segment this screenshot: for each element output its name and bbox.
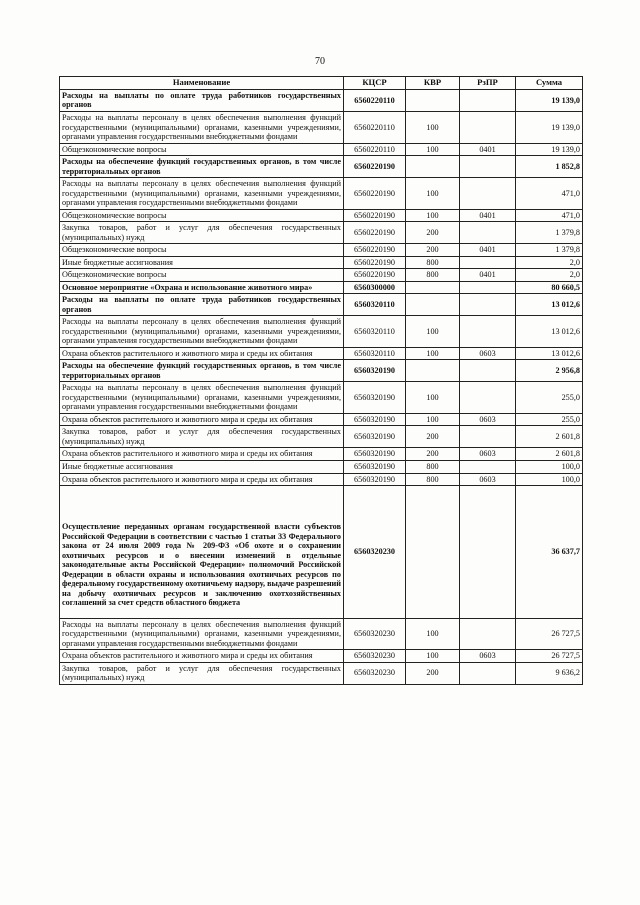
header-name: Наименование xyxy=(60,77,344,90)
cell-name: Расходы на обеспечение функций государственных органов, в том числе территориальных органов xyxy=(60,156,344,178)
cell-kvr: 200 xyxy=(406,244,460,257)
cell-kvr xyxy=(406,486,460,619)
cell-rzpr xyxy=(460,618,516,650)
cell-name: Охрана объектов растительного и животного мира и среды их обитания xyxy=(60,413,344,426)
cell-rzpr xyxy=(460,460,516,473)
cell-rzpr: 0603 xyxy=(460,347,516,360)
cell-rzpr: 0401 xyxy=(460,209,516,222)
cell-name: Охрана объектов растительного и животного мира и среды их обитания xyxy=(60,473,344,486)
budget-table xyxy=(59,76,583,685)
cell-kvr: 100 xyxy=(406,143,460,156)
cell-code: 6560320190 xyxy=(344,460,406,473)
cell-name: Расходы на выплаты персоналу в целях обеспечения выполнения функций государственными (муниципальными) органами, казенными учреждениями, органами управления государственными внебюджетными фондами xyxy=(60,112,344,144)
cell-sum: 255,0 xyxy=(516,413,583,426)
table-row xyxy=(60,426,583,448)
cell-rzpr xyxy=(460,222,516,244)
cell-sum: 1 379,8 xyxy=(516,244,583,257)
cell-kvr: 100 xyxy=(406,413,460,426)
cell-kvr xyxy=(406,294,460,316)
cell-code: 6560320190 xyxy=(344,382,406,414)
cell-name: Общеэкономические вопросы xyxy=(60,143,344,156)
table-row xyxy=(60,316,583,348)
cell-kvr: 100 xyxy=(406,178,460,210)
cell-code: 6560220110 xyxy=(344,112,406,144)
cell-code: 6560320230 xyxy=(344,662,406,684)
cell-rzpr: 0401 xyxy=(460,244,516,257)
table-header-row xyxy=(60,77,583,90)
cell-name: Расходы на выплаты персоналу в целях обеспечения выполнения функций государственными (муниципальными) органами, казенными учреждениями, органами управления государственными внебюджетными фондами xyxy=(60,382,344,414)
cell-code: 6560320230 xyxy=(344,486,406,619)
cell-sum: 471,0 xyxy=(516,178,583,210)
cell-kvr: 200 xyxy=(406,426,460,448)
table-row xyxy=(60,618,583,650)
cell-kvr: 100 xyxy=(406,316,460,348)
cell-code: 6560320110 xyxy=(344,294,406,316)
cell-rzpr xyxy=(460,89,516,111)
cell-code: 6560220190 xyxy=(344,256,406,269)
table-row xyxy=(60,244,583,257)
cell-kvr xyxy=(406,360,460,382)
table-body xyxy=(60,89,583,684)
table-row xyxy=(60,382,583,414)
table-row xyxy=(60,294,583,316)
cell-rzpr: 0603 xyxy=(460,473,516,486)
page-number: 70 xyxy=(315,56,325,67)
cell-sum: 13 012,6 xyxy=(516,316,583,348)
cell-name: Закупка товаров, работ и услуг для обеспечения государственных (муниципальных) нужд xyxy=(60,222,344,244)
cell-code: 6560220190 xyxy=(344,222,406,244)
cell-code: 6560300000 xyxy=(344,281,406,294)
cell-sum: 19 139,0 xyxy=(516,112,583,144)
table-row xyxy=(60,143,583,156)
header-rzpr: РзПР xyxy=(460,77,516,90)
cell-code: 6560220190 xyxy=(344,156,406,178)
cell-sum: 255,0 xyxy=(516,382,583,414)
cell-rzpr: 0401 xyxy=(460,143,516,156)
table-row xyxy=(60,156,583,178)
cell-sum: 1 852,8 xyxy=(516,156,583,178)
cell-name: Расходы на выплаты персоналу в целях обеспечения выполнения функций государственными (муниципальными) органами, казенными учреждениями, органами управления государственными внебюджетными фондами xyxy=(60,618,344,650)
cell-rzpr xyxy=(460,294,516,316)
cell-rzpr xyxy=(460,486,516,619)
cell-rzpr xyxy=(460,316,516,348)
cell-name: Общеэкономические вопросы xyxy=(60,269,344,282)
cell-code: 6560320110 xyxy=(344,347,406,360)
cell-kvr: 200 xyxy=(406,662,460,684)
cell-code: 6560320190 xyxy=(344,426,406,448)
cell-name: Расходы на обеспечение функций государственных органов, в том числе территориальных органов xyxy=(60,360,344,382)
cell-kvr: 200 xyxy=(406,222,460,244)
cell-code: 6560220190 xyxy=(344,244,406,257)
cell-sum: 100,0 xyxy=(516,460,583,473)
cell-rzpr: 0603 xyxy=(460,448,516,461)
table-row xyxy=(60,448,583,461)
cell-code: 6560320190 xyxy=(344,360,406,382)
table-row xyxy=(60,112,583,144)
cell-kvr: 800 xyxy=(406,473,460,486)
cell-sum: 36 637,7 xyxy=(516,486,583,619)
header-kcsr: КЦСР xyxy=(344,77,406,90)
cell-sum: 2 601,8 xyxy=(516,448,583,461)
table-row xyxy=(60,281,583,294)
cell-name: Иные бюджетные ассигнования xyxy=(60,460,344,473)
cell-kvr xyxy=(406,89,460,111)
cell-kvr: 100 xyxy=(406,347,460,360)
cell-sum: 2,0 xyxy=(516,256,583,269)
table-row xyxy=(60,473,583,486)
cell-code: 6560320230 xyxy=(344,618,406,650)
cell-rzpr: 0401 xyxy=(460,269,516,282)
cell-rzpr xyxy=(460,382,516,414)
cell-rzpr xyxy=(460,360,516,382)
table-row xyxy=(60,460,583,473)
header-kvr: КВР xyxy=(406,77,460,90)
table-row xyxy=(60,360,583,382)
cell-sum: 13 012,6 xyxy=(516,347,583,360)
cell-kvr: 800 xyxy=(406,460,460,473)
cell-kvr: 800 xyxy=(406,256,460,269)
cell-name: Расходы на выплаты по оплате труда работников государственных органов xyxy=(60,89,344,111)
table-row xyxy=(60,222,583,244)
cell-sum: 2 601,8 xyxy=(516,426,583,448)
cell-rzpr xyxy=(460,256,516,269)
cell-sum: 13 012,6 xyxy=(516,294,583,316)
cell-name: Закупка товаров, работ и услуг для обеспечения государственных (муниципальных) нужд xyxy=(60,662,344,684)
cell-code: 6560320190 xyxy=(344,448,406,461)
cell-name: Основное мероприятие «Охрана и использование животного мира» xyxy=(60,281,344,294)
cell-kvr: 100 xyxy=(406,209,460,222)
cell-sum: 19 139,0 xyxy=(516,143,583,156)
cell-sum: 1 379,8 xyxy=(516,222,583,244)
cell-code: 6560320190 xyxy=(344,473,406,486)
cell-name: Осуществление переданных органам государственной власти субъектов Российской Федерации в соответствии с частью 1 статьи 33 Федерального закона от 24 июля 2009 года № 209-ФЗ «Об охоте и о сохранении охотничьих ресурсов и о внесении изменений в отдельные законодательные акты Российской Федерации» полномочий Российской Федерации в области охраны и использования охотничьих ресурсов по федеральному государственному охотничьему надзору, выдаче разрешений на добычу охотничьих ресурсов и заключению охотхозяйственных соглашений за счет средств областного бюджета xyxy=(60,486,344,619)
cell-kvr: 100 xyxy=(406,112,460,144)
table-row xyxy=(60,89,583,111)
cell-name: Расходы на выплаты персоналу в целях обеспечения выполнения функций государственными (муниципальными) органами, казенными учреждениями, органами управления государственными внебюджетными фондами xyxy=(60,316,344,348)
cell-sum: 100,0 xyxy=(516,473,583,486)
table-row xyxy=(60,256,583,269)
cell-sum: 2 956,8 xyxy=(516,360,583,382)
cell-name: Общеэкономические вопросы xyxy=(60,244,344,257)
cell-sum: 26 727,5 xyxy=(516,618,583,650)
cell-sum: 9 636,2 xyxy=(516,662,583,684)
cell-name: Расходы на выплаты персоналу в целях обеспечения выполнения функций государственными (муниципальными) органами, казенными учреждениями, органами управления государственными внебюджетными фондами xyxy=(60,178,344,210)
cell-name: Охрана объектов растительного и животного мира и среды их обитания xyxy=(60,650,344,663)
cell-name: Общеэкономические вопросы xyxy=(60,209,344,222)
table-row xyxy=(60,413,583,426)
cell-rzpr xyxy=(460,156,516,178)
cell-rzpr: 0603 xyxy=(460,650,516,663)
cell-sum: 26 727,5 xyxy=(516,650,583,663)
cell-kvr: 100 xyxy=(406,618,460,650)
table-row xyxy=(60,209,583,222)
cell-code: 6560220110 xyxy=(344,89,406,111)
cell-sum: 2,0 xyxy=(516,269,583,282)
cell-name: Расходы на выплаты по оплате труда работников государственных органов xyxy=(60,294,344,316)
cell-code: 6560320230 xyxy=(344,650,406,663)
cell-kvr: 800 xyxy=(406,269,460,282)
cell-rzpr: 0603 xyxy=(460,413,516,426)
cell-code: 6560320190 xyxy=(344,413,406,426)
cell-rzpr xyxy=(460,281,516,294)
table-row xyxy=(60,486,583,619)
cell-rzpr xyxy=(460,178,516,210)
cell-rzpr xyxy=(460,662,516,684)
header-sum: Сумма xyxy=(516,77,583,90)
cell-code: 6560220190 xyxy=(344,269,406,282)
cell-code: 6560320110 xyxy=(344,316,406,348)
table-row xyxy=(60,178,583,210)
cell-sum: 80 660,5 xyxy=(516,281,583,294)
cell-code: 6560220190 xyxy=(344,178,406,210)
cell-kvr: 100 xyxy=(406,650,460,663)
cell-rzpr xyxy=(460,426,516,448)
table-row xyxy=(60,662,583,684)
cell-kvr: 200 xyxy=(406,448,460,461)
cell-sum: 471,0 xyxy=(516,209,583,222)
cell-rzpr xyxy=(460,112,516,144)
cell-kvr: 100 xyxy=(406,382,460,414)
table-row xyxy=(60,269,583,282)
cell-kvr xyxy=(406,281,460,294)
cell-code: 6560220110 xyxy=(344,143,406,156)
cell-name: Закупка товаров, работ и услуг для обеспечения государственных (муниципальных) нужд xyxy=(60,426,344,448)
cell-code: 6560220190 xyxy=(344,209,406,222)
cell-kvr xyxy=(406,156,460,178)
cell-name: Охрана объектов растительного и животного мира и среды их обитания xyxy=(60,448,344,461)
table-row xyxy=(60,650,583,663)
cell-name: Иные бюджетные ассигнования xyxy=(60,256,344,269)
cell-sum: 19 139,0 xyxy=(516,89,583,111)
table-row xyxy=(60,347,583,360)
cell-name: Охрана объектов растительного и животного мира и среды их обитания xyxy=(60,347,344,360)
